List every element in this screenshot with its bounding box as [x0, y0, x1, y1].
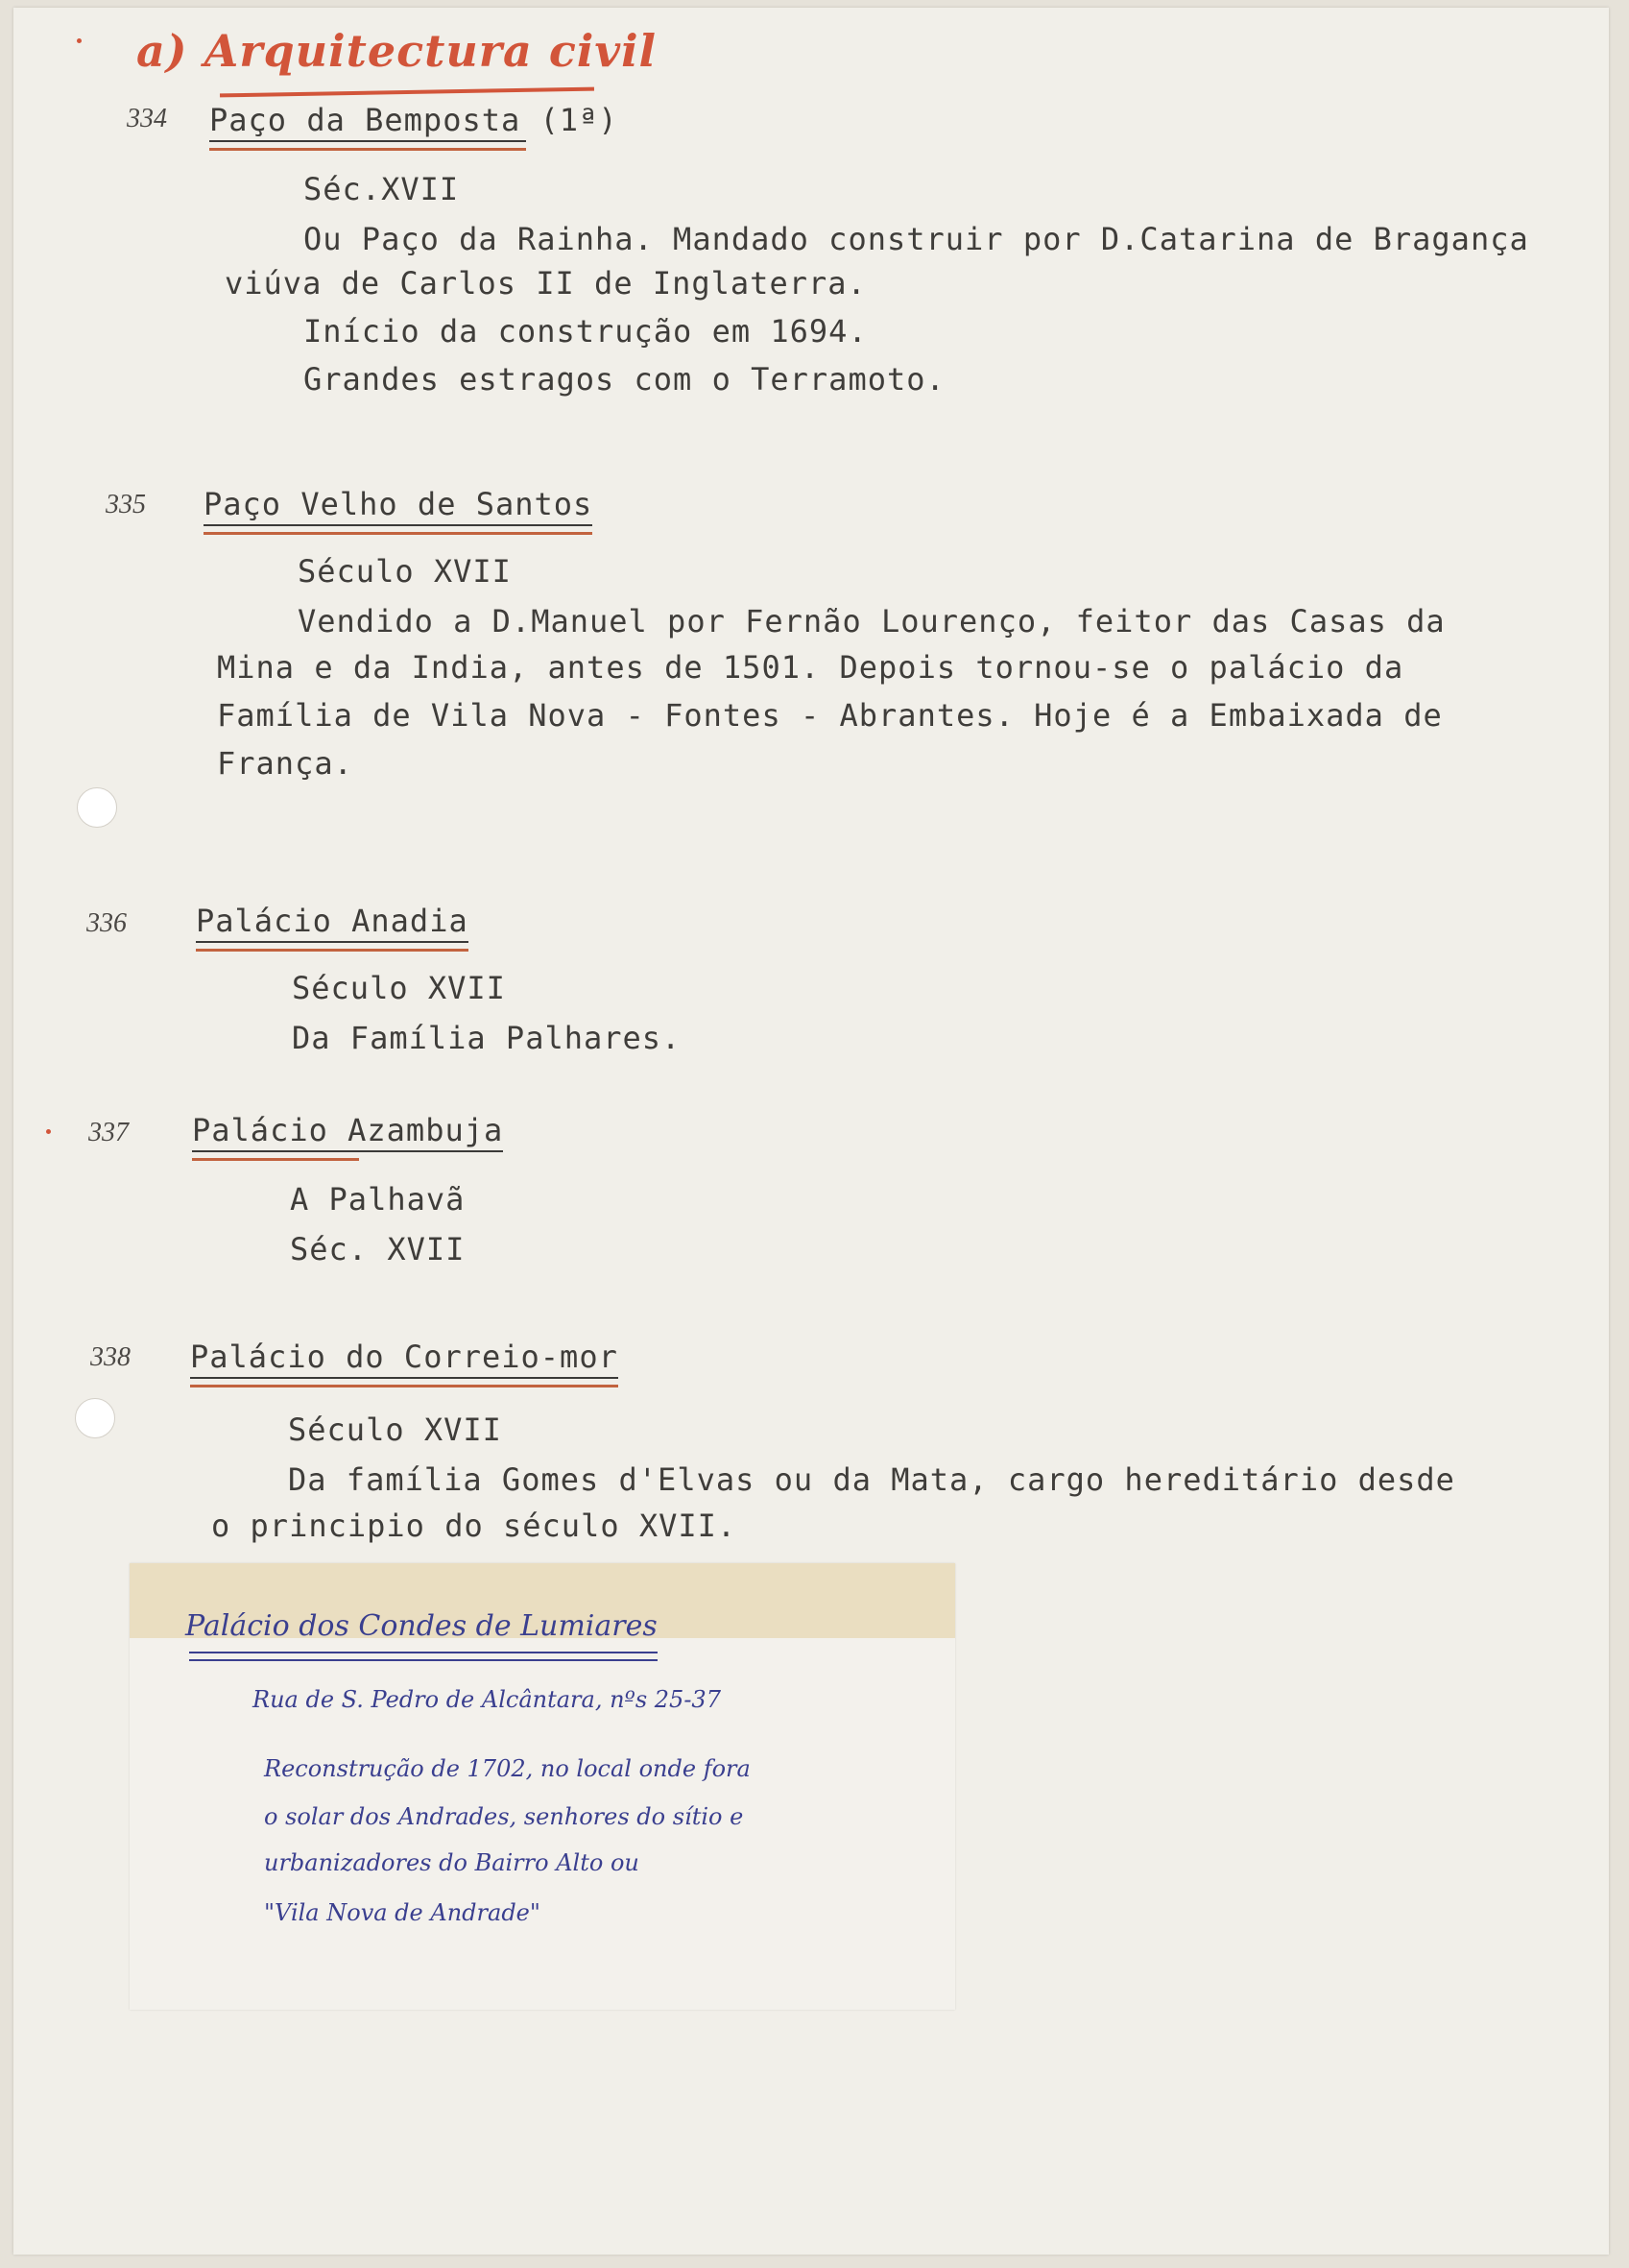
note-title-underline — [189, 1659, 658, 1661]
title-underline — [196, 941, 468, 943]
entry-title-suffix: (1ª) — [539, 102, 618, 138]
entry-line: o principio do século XVII. — [211, 1508, 737, 1544]
title-underline-red — [192, 1158, 359, 1161]
ink-dot — [77, 38, 82, 43]
title-underline-red — [190, 1385, 618, 1387]
handwritten-note — [130, 1563, 955, 2010]
entry-number: 337 — [88, 1118, 129, 1147]
entry-line: Vendido a D.Manuel por Fernão Lourenço, feitor das Casas da — [298, 603, 1446, 639]
note-line: Reconstrução de 1702, no local onde fora — [264, 1755, 751, 1782]
entry-title-text: Palácio Azambuja — [192, 1112, 504, 1148]
ink-dot — [46, 1129, 51, 1134]
entry-line: Grandes estragos com o Terramoto. — [303, 361, 946, 398]
entry-number: 336 — [86, 908, 127, 938]
entry-line: França. — [217, 745, 353, 782]
note-line: o solar dos Andrades, senhores do sítio e — [264, 1803, 744, 1830]
title-underline — [204, 524, 592, 526]
note-title-underline — [189, 1652, 658, 1653]
section-heading: a) Arquitectura civil — [136, 25, 658, 77]
heading-underline — [220, 87, 594, 98]
title-underline-red — [209, 148, 526, 151]
title-underline-red — [196, 949, 468, 952]
entry-title — [192, 1112, 503, 1148]
entry-line: Século XVII — [292, 970, 506, 1006]
title-underline-red — [204, 532, 592, 535]
entry-line: Séc. XVII — [290, 1231, 466, 1267]
entry-line: Ou Paço da Rainha. Mandado construir por D.Catarina de Bragança — [303, 221, 1529, 257]
entry-title-text: Palácio do Correio-mor — [190, 1339, 618, 1375]
entry-title — [196, 903, 468, 939]
entry-title — [209, 102, 618, 138]
punch-hole — [75, 1398, 115, 1438]
title-underline — [190, 1377, 618, 1379]
entry-line: Mina e da India, antes de 1501. Depois tornou-se o palácio da — [217, 649, 1404, 686]
entry-title — [204, 486, 592, 522]
note-line: Rua de S. Pedro de Alcântara, nºs 25-37 — [252, 1686, 721, 1713]
entry-number: 334 — [127, 104, 167, 133]
entry-line: Início da construção em 1694. — [303, 313, 868, 350]
entry-line: Da Família Palhares. — [292, 1020, 682, 1056]
title-underline — [209, 140, 526, 142]
entry-line: Século XVII — [298, 553, 512, 590]
entry-line: viúva de Carlos II de Inglaterra. — [225, 265, 867, 302]
punch-hole — [77, 787, 117, 828]
entry-line: Família de Vila Nova - Fontes - Abrantes. Hoje é a Embaixada de — [217, 697, 1443, 734]
note-title: Palácio dos Condes de Lumiares — [185, 1609, 658, 1643]
entry-line: Da família Gomes d'Elvas ou da Mata, cargo hereditário desde — [288, 1461, 1455, 1498]
entry-title-text: Paço da Bemposta — [209, 102, 521, 138]
entry-line: Século XVII — [288, 1411, 502, 1448]
entry-title-text: Palácio Anadia — [196, 903, 468, 939]
note-line: "Vila Nova de Andrade" — [264, 1899, 540, 1926]
entry-number: 335 — [106, 490, 146, 519]
entry-line: A Palhavã — [290, 1181, 466, 1218]
title-underline — [192, 1150, 503, 1152]
entry-title — [190, 1339, 618, 1375]
entry-line: Séc.XVII — [303, 171, 460, 207]
note-line: urbanizadores do Bairro Alto ou — [264, 1849, 639, 1876]
entry-title-text: Paço Velho de Santos — [204, 486, 593, 522]
entry-number: 338 — [90, 1342, 131, 1372]
